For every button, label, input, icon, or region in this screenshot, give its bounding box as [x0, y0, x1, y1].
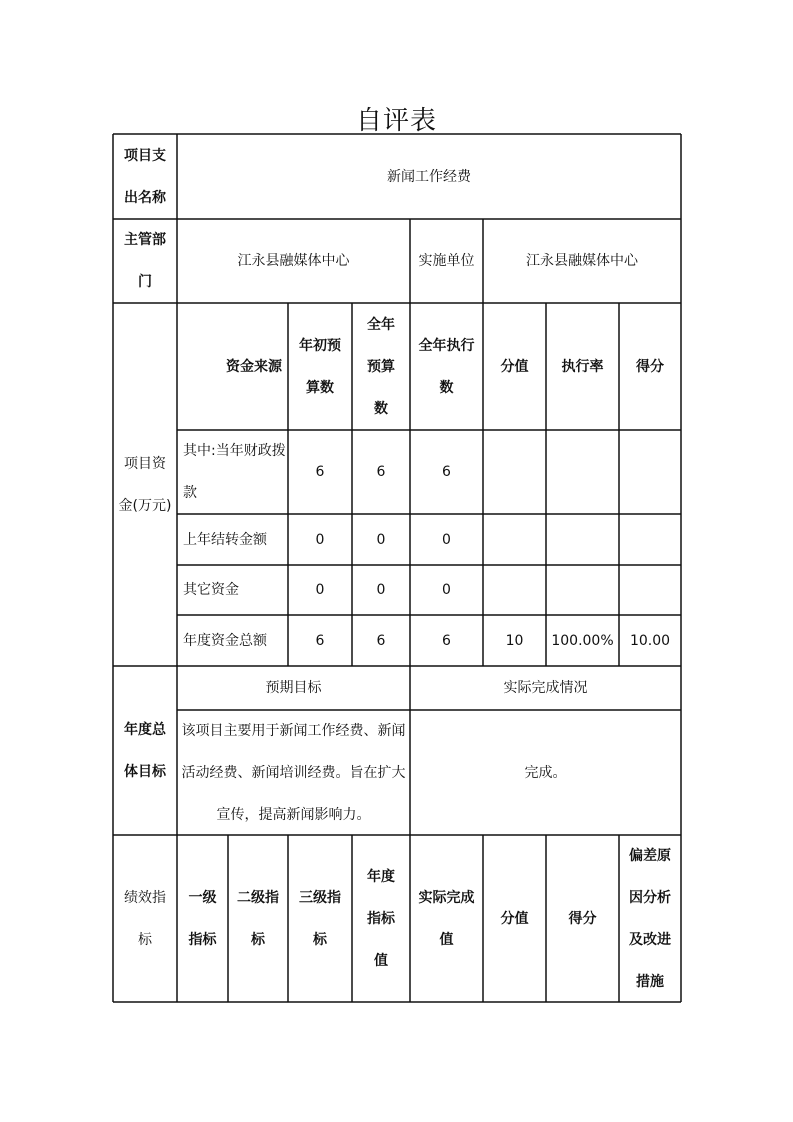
fund-row-score: [619, 514, 681, 565]
actual-value-header: 实际完成 值: [418, 889, 475, 948]
fund-row-exec: 0: [442, 582, 451, 598]
perf-indicator-label: 绩效指 标: [124, 889, 166, 948]
fund-row-init: 0: [315, 582, 325, 598]
fund-row-exec: 0: [442, 531, 451, 548]
fund-row-init: 0: [315, 531, 325, 548]
annual-indicator-header: 年度 指标 值: [367, 868, 395, 969]
deviation-header: 偏差原 因分析 及改进 措施: [629, 847, 671, 990]
fund-row-source: 其它资金: [183, 582, 239, 598]
fund-row-annual: 6: [376, 632, 386, 649]
fund-row-source: 年度资金总额: [183, 632, 267, 649]
actual-completion-text: 完成。: [524, 764, 567, 781]
annual-exec-header: 全年执行 数: [418, 337, 475, 396]
level2-header: 二级指 标: [237, 889, 279, 948]
fund-row-rate: [546, 514, 619, 565]
expected-goal-header: 预期目标: [265, 680, 322, 696]
fund-row-annual: 0: [376, 531, 386, 548]
perf-score-value-header: 分值: [500, 910, 529, 927]
fund-row-source: 上年结转金额: [183, 531, 267, 548]
impl-unit-value: 江永县融媒体中心: [526, 253, 638, 269]
project-name-value: 新闻工作经费: [387, 168, 471, 185]
fund-row-score-value: [483, 430, 546, 514]
project-name-label: 项目支 出名称: [124, 147, 166, 206]
fund-row-rate: 100.00%: [551, 632, 614, 649]
fund-row-rate: [546, 565, 619, 615]
actual-completion-header: 实际完成情况: [503, 680, 588, 696]
page-title: 自评表: [355, 106, 437, 136]
fund-row-score: 10.00: [629, 632, 671, 649]
init-budget-header: 年初预 算数: [299, 337, 341, 396]
fund-row-annual: 0: [376, 582, 386, 598]
annual-goal-label: 年度总 体目标: [124, 721, 166, 780]
annual-budget-header: 全年 预算 数: [367, 316, 395, 417]
score-header: 得分: [636, 358, 664, 375]
perf-score-header: 得分: [568, 910, 597, 927]
fund-row-exec: 6: [442, 464, 451, 480]
funds-label: 项目资 金(万元): [118, 455, 172, 514]
fund-row-init: 6: [315, 632, 325, 649]
fund-row-annual: 6: [376, 464, 386, 480]
fund-row-score-value: 10: [505, 632, 524, 649]
score-value-header: 分值: [500, 358, 529, 375]
dept-value: 江永县融媒体中心: [237, 253, 350, 269]
dept-label: 主管部 门: [124, 232, 166, 290]
level3-header: 三级指 标: [299, 889, 341, 948]
fund-source-header: 资金来源: [226, 358, 282, 375]
fund-row-score-value: [483, 565, 546, 615]
fund-row-score: [619, 430, 681, 514]
impl-unit-label: 实施单位: [418, 253, 475, 269]
exec-rate-header: 执行率: [561, 358, 604, 375]
fund-row-rate: [546, 430, 619, 514]
expected-goal-text: 该项目主要用于新闻工作经费、新闻 活动经费、新闻培训经费。旨在扩大 宣传，提高新闻影响力。: [181, 722, 406, 823]
fund-row-score-value: [483, 514, 546, 565]
fund-row-source: 其中:当年财政拨 款: [183, 443, 286, 501]
fund-row-init: 6: [315, 464, 325, 480]
level1-header: 一级 指标: [188, 889, 217, 948]
fund-row-score: [619, 565, 681, 615]
fund-row-exec: 6: [442, 632, 451, 649]
